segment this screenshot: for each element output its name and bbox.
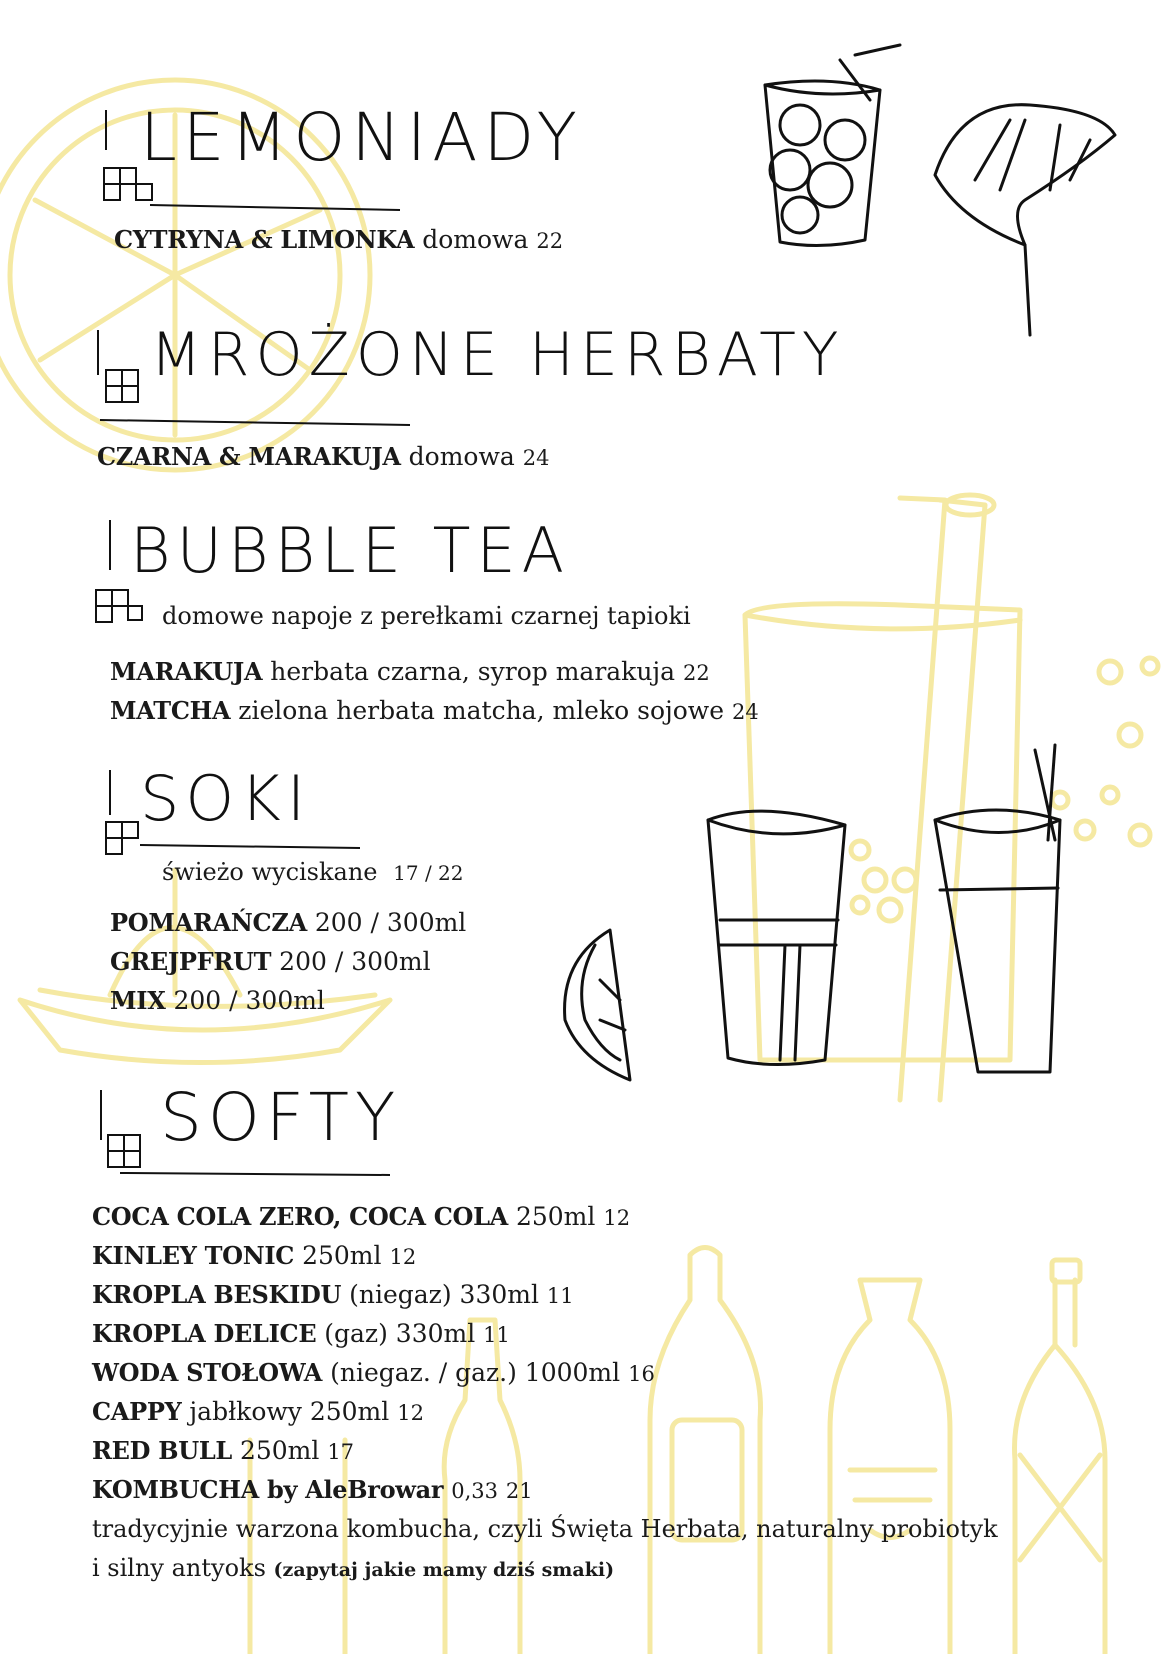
item-desc: herbata czarna, syrop marakuja <box>270 657 676 686</box>
item-name: MARAKUJA <box>110 657 263 686</box>
item-desc: zielona herbata matcha, mleko sojowe <box>238 696 724 725</box>
item-name: CYTRYNA & LIMONKA <box>114 225 415 254</box>
item-name: KROPLA BESKIDU <box>92 1280 342 1309</box>
item-desc: 250ml <box>302 1241 382 1270</box>
item-price: 17 <box>327 1440 355 1464</box>
item-price: 24 <box>522 446 550 470</box>
item-desc: (niegaz. / gaz.) 1000ml <box>330 1358 621 1387</box>
menu-item <box>92 1396 424 1429</box>
item-desc: 200 / 300ml <box>173 986 325 1015</box>
item-price: 16 <box>628 1362 655 1386</box>
item-desc: (niegaz) 330ml <box>349 1280 539 1309</box>
item-desc: jabłkowy 250ml <box>189 1397 390 1426</box>
menu-item <box>110 985 325 1017</box>
section-subtitle: domowe napoje z perełkami czarnej tapioki <box>162 602 691 630</box>
item-price: 22 <box>683 661 710 685</box>
item-name: MATCHA <box>110 696 231 725</box>
menu-item <box>110 946 431 978</box>
item-name: KINLEY TONIC <box>92 1241 295 1270</box>
menu-item <box>92 1318 510 1351</box>
lemonade-glass-icon <box>765 45 900 246</box>
item-price: 11 <box>483 1323 510 1347</box>
item-desc: (gaz) 330ml <box>324 1319 476 1348</box>
menu-item <box>92 1357 655 1390</box>
item-name: COCA COLA ZERO, COCA COLA <box>92 1202 509 1231</box>
subtitle-text: świeżo wyciskane <box>162 858 378 886</box>
menu-item <box>114 224 563 257</box>
menu-item <box>110 907 466 939</box>
item-desc: 250ml <box>239 1436 320 1465</box>
item-name: POMARAŃCZA <box>110 908 307 937</box>
menu-item <box>92 1240 416 1273</box>
note-line-2: i silny antyoks <box>92 1554 266 1582</box>
item-price: 12 <box>603 1206 631 1230</box>
item-name: WODA STOŁOWA <box>92 1358 323 1387</box>
menu-item <box>92 1279 574 1312</box>
item-price: 12 <box>389 1245 417 1269</box>
menu-item <box>97 441 549 474</box>
item-name: GREJPFRUT <box>110 947 272 976</box>
menu-item <box>92 1474 533 1507</box>
item-desc: 250ml <box>515 1202 596 1231</box>
item-name: KOMBUCHA by AleBrowar <box>92 1475 444 1504</box>
section-subtitle <box>162 858 464 886</box>
item-price: 24 <box>731 700 759 724</box>
item-name: RED BULL <box>92 1436 232 1465</box>
item-name: KROPLA DELICE <box>92 1319 317 1348</box>
menu-item <box>110 695 759 728</box>
item-price: 21 <box>505 1479 533 1503</box>
item-desc: 200 / 300ml <box>314 908 467 937</box>
menu-item <box>110 656 710 689</box>
item-desc: domowa <box>422 225 529 254</box>
section-title-lemoniady: LEMONIADY <box>140 99 583 176</box>
note-line-1: tradycyjnie warzona kombucha, czyli Święta Herbata, naturalny probiotyk <box>92 1515 998 1543</box>
item-note <box>92 1552 614 1586</box>
section-title-soki: SOKI <box>140 762 312 835</box>
item-name: CAPPY <box>92 1397 182 1426</box>
item-name: CZARNA & MARAKUJA <box>97 442 401 471</box>
section-title-bubble: BUBBLE TEA <box>130 514 571 587</box>
item-name: MIX <box>110 986 166 1015</box>
item-price: 12 <box>397 1401 424 1425</box>
bubble-tea-cup-icon <box>745 495 1020 1100</box>
ginkgo-leaf-icon <box>935 105 1115 335</box>
bubbles-icon <box>851 658 1158 921</box>
section-title-mrozone: MROŻONE HERBATY <box>150 320 845 390</box>
subtitle-price: 17 / 22 <box>393 861 464 885</box>
item-desc: 200 / 300ml <box>279 947 431 976</box>
section-title-softy: SOFTY <box>160 1079 402 1156</box>
note-bold: (zapytaj jakie mamy dziś smaki) <box>273 1559 615 1581</box>
item-price: 11 <box>546 1284 574 1308</box>
menu-item <box>92 1435 354 1468</box>
menu-item <box>92 1201 630 1234</box>
item-desc: 0,33 <box>451 1479 498 1503</box>
lemon-wedge-icon <box>565 930 630 1080</box>
item-note <box>92 1513 998 1545</box>
item-price: 22 <box>536 229 564 253</box>
item-desc: domowa <box>408 442 515 471</box>
